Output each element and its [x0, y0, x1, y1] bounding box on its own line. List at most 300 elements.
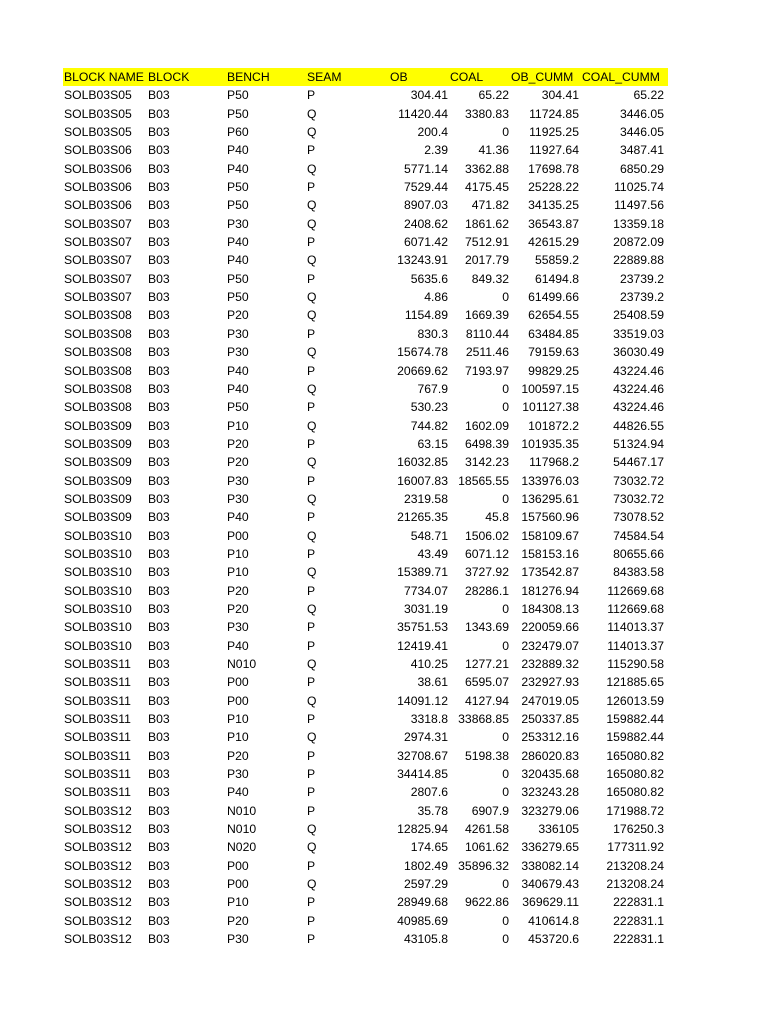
cell-ob-cumm[interactable]: 323279.06 — [521, 803, 579, 818]
cell-block-name[interactable]: SOLB03S09 — [64, 418, 132, 433]
cell-block-name[interactable]: SOLB03S09 — [64, 491, 132, 506]
cell-seam[interactable]: Q — [307, 125, 317, 140]
cell-ob-cumm[interactable]: 157560.96 — [521, 510, 579, 525]
cell-coal-cumm[interactable]: 51324.94 — [613, 436, 664, 451]
cell-coal[interactable]: 4261.58 — [464, 822, 509, 837]
cell-ob[interactable]: 20669.62 — [397, 363, 448, 378]
cell-coal-cumm[interactable]: 73032.72 — [613, 491, 664, 506]
cell-ob[interactable]: 2597.29 — [403, 877, 448, 892]
cell-seam[interactable]: Q — [307, 693, 317, 708]
cell-block[interactable]: B03 — [148, 326, 170, 341]
cell-bench[interactable]: P30 — [227, 620, 249, 635]
cell-bench[interactable]: P10 — [227, 895, 249, 910]
cell-ob[interactable]: 1154.89 — [404, 308, 448, 323]
cell-block-name[interactable]: SOLB03S12 — [64, 858, 132, 873]
cell-coal-cumm[interactable]: 13359.18 — [613, 216, 664, 231]
cell-seam[interactable]: Q — [307, 730, 317, 745]
cell-block[interactable]: B03 — [148, 565, 170, 580]
cell-coal[interactable]: 1861.62 — [464, 216, 509, 231]
cell-coal-cumm[interactable]: 36030.49 — [613, 345, 664, 360]
cell-coal[interactable]: 4127.94 — [464, 693, 509, 708]
cell-coal[interactable]: 1277.21 — [464, 657, 509, 671]
cell-ob[interactable]: 767.9 — [417, 381, 448, 396]
cell-bench[interactable]: P30 — [227, 473, 249, 488]
cell-block-name[interactable]: SOLB03S11 — [64, 767, 131, 782]
cell-block[interactable]: B03 — [148, 235, 170, 250]
cell-block-name[interactable]: SOLB03S11 — [64, 693, 131, 708]
cell-coal-cumm[interactable]: 126013.59 — [606, 693, 664, 708]
cell-ob[interactable]: 2974.31 — [403, 730, 448, 745]
cell-bench[interactable]: P50 — [227, 290, 249, 305]
cell-block-name[interactable]: SOLB03S12 — [64, 932, 132, 947]
cell-block-name[interactable]: SOLB03S07 — [64, 235, 132, 250]
cell-ob[interactable]: 530.23 — [410, 400, 448, 415]
cell-coal[interactable]: 7512.91 — [464, 235, 509, 250]
cell-coal-cumm[interactable]: 176250.3 — [613, 822, 664, 837]
header-cell-seam[interactable]: SEAM — [307, 70, 342, 84]
cell-ob-cumm[interactable]: 11927.64 — [529, 143, 579, 158]
cell-ob[interactable]: 744.82 — [410, 418, 448, 433]
cell-ob-cumm[interactable]: 369629.11 — [522, 895, 579, 910]
cell-ob-cumm[interactable]: 101935.35 — [521, 436, 579, 451]
cell-ob-cumm[interactable]: 11724.85 — [529, 106, 579, 121]
cell-seam[interactable]: P — [307, 803, 316, 818]
cell-coal[interactable]: 1669.39 — [464, 308, 509, 323]
cell-ob-cumm[interactable]: 158109.67 — [521, 528, 579, 543]
cell-coal[interactable]: 33868.85 — [458, 712, 509, 727]
cell-ob-cumm[interactable]: 79159.63 — [528, 345, 579, 360]
cell-bench[interactable]: P00 — [227, 858, 249, 873]
cell-seam[interactable]: Q — [307, 565, 317, 580]
cell-coal-cumm[interactable]: 112669.68 — [607, 583, 664, 598]
cell-seam[interactable]: P — [307, 638, 316, 653]
cell-seam[interactable]: P — [307, 932, 316, 947]
cell-bench[interactable]: P10 — [227, 565, 249, 580]
cell-coal[interactable]: 5198.38 — [464, 748, 509, 763]
cell-block-name[interactable]: SOLB03S10 — [64, 565, 132, 580]
cell-coal-cumm[interactable]: 114013.37 — [607, 620, 664, 635]
cell-coal[interactable]: 0 — [502, 381, 509, 396]
cell-ob[interactable]: 2408.62 — [403, 216, 448, 231]
cell-coal[interactable]: 65.22 — [478, 88, 509, 103]
cell-ob-cumm[interactable]: 338082.14 — [521, 858, 579, 873]
cell-ob-cumm[interactable]: 410614.8 — [528, 913, 579, 928]
cell-bench[interactable]: P30 — [227, 767, 249, 782]
cell-coal-cumm[interactable]: 159882.44 — [606, 730, 664, 745]
cell-block-name[interactable]: SOLB03S07 — [64, 271, 132, 286]
cell-ob-cumm[interactable]: 184308.13 — [521, 601, 579, 616]
cell-block[interactable]: B03 — [148, 693, 170, 708]
cell-coal[interactable]: 45.8 — [485, 510, 509, 525]
cell-bench[interactable]: P00 — [227, 693, 249, 708]
cell-coal-cumm[interactable]: 33519.03 — [613, 326, 664, 341]
cell-bench[interactable]: P40 — [227, 235, 249, 250]
cell-coal[interactable]: 0 — [502, 125, 509, 140]
cell-block[interactable]: B03 — [148, 638, 170, 653]
cell-seam[interactable]: P — [307, 180, 316, 195]
cell-seam[interactable]: P — [307, 675, 316, 690]
cell-coal[interactable]: 849.32 — [471, 271, 509, 286]
cell-seam[interactable]: Q — [307, 216, 317, 231]
header-cell-coal-cumm[interactable]: COAL_CUMM — [582, 70, 660, 84]
cell-block-name[interactable]: SOLB03S08 — [64, 326, 132, 341]
cell-seam[interactable]: P — [307, 400, 316, 415]
cell-ob-cumm[interactable]: 63484.85 — [528, 326, 579, 341]
cell-ob-cumm[interactable]: 101872.2 — [528, 418, 579, 433]
cell-block-name[interactable]: SOLB03S08 — [64, 363, 132, 378]
cell-ob-cumm[interactable]: 320435.68 — [521, 767, 579, 782]
cell-bench[interactable]: P40 — [227, 253, 249, 268]
cell-bench[interactable]: P50 — [227, 180, 249, 195]
cell-ob-cumm[interactable]: 62654.55 — [528, 308, 579, 323]
cell-block-name[interactable]: SOLB03S05 — [64, 88, 132, 103]
cell-ob[interactable]: 5635.6 — [410, 271, 448, 286]
cell-coal-cumm[interactable]: 65.22 — [633, 88, 664, 103]
cell-coal-cumm[interactable]: 159882.44 — [606, 712, 664, 727]
cell-bench[interactable]: P40 — [227, 785, 249, 800]
cell-block-name[interactable]: SOLB03S05 — [64, 106, 132, 121]
cell-coal-cumm[interactable]: 213208.24 — [606, 877, 664, 892]
cell-coal[interactable]: 8110.44 — [465, 326, 509, 341]
cell-ob-cumm[interactable]: 25228.22 — [528, 180, 579, 195]
cell-seam[interactable]: P — [307, 858, 316, 873]
cell-coal-cumm[interactable]: 112669.68 — [607, 601, 664, 616]
cell-seam[interactable]: Q — [307, 418, 317, 433]
cell-seam[interactable]: Q — [307, 840, 317, 855]
cell-ob-cumm[interactable]: 232479.07 — [521, 638, 579, 653]
cell-seam[interactable]: P — [307, 363, 316, 378]
cell-ob[interactable]: 2.39 — [424, 143, 448, 158]
cell-block-name[interactable]: SOLB03S12 — [64, 913, 132, 928]
cell-block-name[interactable]: SOLB03S10 — [64, 620, 132, 635]
cell-block[interactable]: B03 — [148, 436, 170, 451]
cell-ob[interactable]: 34414.85 — [397, 767, 448, 782]
cell-coal[interactable]: 41.36 — [478, 143, 509, 158]
cell-coal[interactable]: 28286.1 — [464, 583, 509, 598]
cell-block-name[interactable]: SOLB03S11 — [64, 712, 131, 727]
cell-coal[interactable]: 0 — [502, 730, 509, 745]
cell-block[interactable]: B03 — [148, 308, 170, 323]
cell-block[interactable]: B03 — [148, 455, 170, 470]
cell-ob[interactable]: 16007.83 — [397, 473, 448, 488]
cell-ob-cumm[interactable]: 158153.16 — [521, 546, 579, 561]
cell-block-name[interactable]: SOLB03S07 — [64, 253, 132, 268]
cell-block-name[interactable]: SOLB03S07 — [64, 290, 132, 305]
cell-seam[interactable]: Q — [307, 161, 317, 176]
cell-coal-cumm[interactable]: 11025.74 — [614, 180, 664, 195]
cell-seam[interactable]: Q — [307, 253, 317, 268]
cell-bench[interactable]: P50 — [227, 271, 249, 286]
cell-coal[interactable]: 6071.12 — [464, 546, 509, 561]
cell-seam[interactable]: P — [307, 895, 316, 910]
cell-block-name[interactable]: SOLB03S12 — [64, 803, 132, 818]
cell-block[interactable]: B03 — [148, 180, 170, 195]
cell-block[interactable]: B03 — [148, 840, 170, 855]
cell-seam[interactable]: Q — [307, 877, 317, 892]
cell-bench[interactable]: P20 — [227, 308, 249, 323]
cell-ob[interactable]: 4.86 — [424, 290, 448, 305]
cell-coal[interactable]: 3362.88 — [464, 161, 509, 176]
cell-block[interactable]: B03 — [148, 143, 170, 158]
cell-coal[interactable]: 3380.83 — [464, 106, 509, 121]
cell-block-name[interactable]: SOLB03S06 — [64, 198, 132, 213]
cell-block-name[interactable]: SOLB03S11 — [64, 657, 131, 671]
cell-seam[interactable]: Q — [307, 491, 317, 506]
cell-coal-cumm[interactable]: 43224.46 — [613, 363, 664, 378]
cell-ob[interactable]: 38.61 — [417, 675, 448, 690]
cell-coal-cumm[interactable]: 222831.1 — [613, 895, 664, 910]
cell-block[interactable]: B03 — [148, 198, 170, 213]
cell-coal[interactable]: 3142.23 — [464, 455, 509, 470]
cell-coal-cumm[interactable]: 165080.82 — [606, 748, 664, 763]
cell-ob[interactable]: 410.25 — [410, 657, 448, 671]
cell-coal[interactable]: 9622.86 — [464, 895, 509, 910]
cell-ob[interactable]: 16032.85 — [397, 455, 448, 470]
cell-seam[interactable]: P — [307, 88, 316, 103]
cell-block[interactable]: B03 — [148, 161, 170, 176]
cell-seam[interactable]: P — [307, 767, 316, 782]
cell-block-name[interactable]: SOLB03S08 — [64, 345, 132, 360]
cell-bench[interactable]: P20 — [227, 583, 249, 598]
cell-block[interactable]: B03 — [148, 803, 170, 818]
cell-block[interactable]: B03 — [148, 216, 170, 231]
cell-block-name[interactable]: SOLB03S08 — [64, 308, 132, 323]
cell-bench[interactable]: P10 — [227, 730, 249, 745]
cell-bench[interactable]: N020 — [227, 840, 257, 855]
cell-bench[interactable]: P50 — [227, 400, 249, 415]
cell-seam[interactable]: Q — [307, 345, 317, 360]
cell-coal[interactable]: 0 — [502, 290, 509, 305]
cell-bench[interactable]: P40 — [227, 638, 249, 653]
cell-ob-cumm[interactable]: 55859.2 — [534, 253, 579, 268]
cell-coal-cumm[interactable]: 3446.05 — [619, 125, 664, 140]
cell-block-name[interactable]: SOLB03S10 — [64, 546, 132, 561]
cell-ob-cumm[interactable]: 220059.66 — [521, 620, 579, 635]
cell-bench[interactable]: P50 — [227, 198, 249, 213]
cell-ob-cumm[interactable]: 232889.32 — [521, 657, 579, 671]
cell-block[interactable]: B03 — [148, 510, 170, 525]
cell-ob-cumm[interactable]: 100597.15 — [521, 381, 579, 396]
cell-block[interactable]: B03 — [148, 106, 170, 121]
cell-ob-cumm[interactable]: 36543.87 — [528, 216, 579, 231]
cell-bench[interactable]: P10 — [227, 712, 249, 727]
cell-block-name[interactable]: SOLB03S12 — [64, 840, 132, 855]
cell-block[interactable]: B03 — [148, 491, 170, 506]
cell-block[interactable]: B03 — [148, 546, 170, 561]
cell-block[interactable]: B03 — [148, 583, 170, 598]
cell-ob[interactable]: 35.78 — [417, 803, 448, 818]
cell-coal-cumm[interactable]: 74584.54 — [613, 528, 664, 543]
cell-ob-cumm[interactable]: 304.41 — [541, 88, 579, 103]
cell-coal[interactable]: 6498.39 — [464, 436, 509, 451]
cell-bench[interactable]: P30 — [227, 932, 249, 947]
cell-block-name[interactable]: SOLB03S12 — [64, 895, 132, 910]
cell-block-name[interactable]: SOLB03S10 — [64, 583, 132, 598]
cell-coal[interactable]: 0 — [502, 932, 509, 947]
cell-coal[interactable]: 0 — [502, 877, 509, 892]
cell-coal-cumm[interactable]: 43224.46 — [613, 400, 664, 415]
cell-ob-cumm[interactable]: 453720.6 — [528, 932, 579, 947]
cell-coal-cumm[interactable]: 177311.92 — [607, 840, 664, 855]
cell-seam[interactable]: P — [307, 473, 316, 488]
cell-bench[interactable]: P50 — [227, 88, 249, 103]
cell-seam[interactable]: Q — [307, 657, 317, 671]
cell-seam[interactable]: P — [307, 583, 316, 598]
cell-ob-cumm[interactable]: 340679.43 — [521, 877, 579, 892]
cell-block[interactable]: B03 — [148, 822, 170, 837]
cell-block-name[interactable]: SOLB03S10 — [64, 601, 132, 616]
cell-ob[interactable]: 2319.58 — [403, 491, 448, 506]
cell-coal-cumm[interactable]: 23739.2 — [619, 271, 664, 286]
cell-seam[interactable]: Q — [307, 290, 317, 305]
cell-block[interactable]: B03 — [148, 381, 170, 396]
cell-block-name[interactable]: SOLB03S06 — [64, 180, 132, 195]
cell-block[interactable]: B03 — [148, 253, 170, 268]
cell-coal[interactable]: 1343.69 — [464, 620, 509, 635]
cell-coal[interactable]: 0 — [502, 491, 509, 506]
cell-ob[interactable]: 174.65 — [410, 840, 448, 855]
cell-seam[interactable]: Q — [307, 308, 317, 323]
cell-seam[interactable]: P — [307, 235, 316, 250]
header-cell-coal[interactable]: COAL — [450, 70, 484, 84]
cell-bench[interactable]: N010 — [227, 822, 257, 837]
cell-coal-cumm[interactable]: 171988.72 — [606, 803, 664, 818]
cell-block[interactable]: B03 — [148, 913, 170, 928]
cell-seam[interactable]: P — [307, 785, 316, 800]
cell-ob[interactable]: 14091.12 — [397, 693, 448, 708]
cell-coal[interactable]: 2511.46 — [465, 345, 509, 360]
cell-ob-cumm[interactable]: 11925.25 — [529, 125, 579, 140]
cell-block-name[interactable]: SOLB03S10 — [64, 638, 132, 653]
cell-block[interactable]: B03 — [148, 748, 170, 763]
cell-coal-cumm[interactable]: 84383.58 — [613, 565, 664, 580]
cell-ob[interactable]: 12825.94 — [397, 822, 448, 837]
cell-coal[interactable]: 0 — [502, 785, 509, 800]
cell-coal-cumm[interactable]: 165080.82 — [606, 785, 664, 800]
cell-bench[interactable]: N010 — [227, 803, 257, 818]
cell-ob-cumm[interactable]: 17698.78 — [528, 161, 579, 176]
cell-ob[interactable]: 304.41 — [410, 88, 448, 103]
cell-bench[interactable]: P40 — [227, 363, 249, 378]
cell-coal-cumm[interactable]: 213208.24 — [606, 858, 664, 873]
cell-coal-cumm[interactable]: 20872.09 — [613, 235, 664, 250]
cell-block[interactable]: B03 — [148, 767, 170, 782]
cell-ob[interactable]: 7529.44 — [403, 180, 448, 195]
cell-ob[interactable]: 15674.78 — [397, 345, 448, 360]
header-cell-ob[interactable]: OB — [390, 70, 408, 84]
cell-block[interactable]: B03 — [148, 125, 170, 140]
cell-bench[interactable]: P20 — [227, 436, 249, 451]
cell-block[interactable]: B03 — [148, 473, 170, 488]
cell-ob-cumm[interactable]: 253312.16 — [521, 730, 579, 745]
cell-bench[interactable]: P40 — [227, 143, 249, 158]
cell-ob[interactable]: 40985.69 — [397, 913, 448, 928]
cell-block-name[interactable]: SOLB03S09 — [64, 436, 132, 451]
cell-coal[interactable]: 7193.97 — [464, 363, 509, 378]
cell-seam[interactable]: Q — [307, 601, 317, 616]
cell-seam[interactable]: Q — [307, 381, 317, 396]
cell-block-name[interactable]: SOLB03S11 — [64, 730, 131, 745]
cell-seam[interactable]: P — [307, 510, 316, 525]
cell-coal[interactable]: 1506.02 — [464, 528, 509, 543]
cell-block[interactable]: B03 — [148, 418, 170, 433]
cell-coal[interactable]: 35896.32 — [458, 858, 509, 873]
cell-ob[interactable]: 830.3 — [417, 326, 448, 341]
cell-block-name[interactable]: SOLB03S06 — [64, 143, 132, 158]
cell-seam[interactable]: P — [307, 620, 316, 635]
cell-seam[interactable]: P — [307, 271, 316, 286]
cell-seam[interactable]: P — [307, 913, 316, 928]
cell-coal-cumm[interactable]: 73078.52 — [613, 510, 664, 525]
cell-ob[interactable]: 15389.71 — [397, 565, 448, 580]
cell-coal-cumm[interactable]: 23739.2 — [619, 290, 664, 305]
cell-ob-cumm[interactable]: 250337.85 — [521, 712, 579, 727]
cell-block[interactable]: B03 — [148, 620, 170, 635]
cell-block[interactable]: B03 — [148, 675, 170, 690]
cell-block[interactable]: B03 — [148, 877, 170, 892]
cell-seam[interactable]: Q — [307, 528, 317, 543]
cell-ob[interactable]: 3031.19 — [403, 601, 448, 616]
cell-bench[interactable]: P20 — [227, 748, 249, 763]
cell-bench[interactable]: P00 — [227, 528, 249, 543]
cell-block[interactable]: B03 — [148, 88, 170, 103]
cell-ob-cumm[interactable]: 42615.29 — [528, 235, 579, 250]
cell-ob[interactable]: 28949.68 — [397, 895, 448, 910]
cell-coal[interactable]: 6907.9 — [471, 803, 509, 818]
cell-ob[interactable]: 21265.35 — [397, 510, 448, 525]
cell-block[interactable]: B03 — [148, 271, 170, 286]
cell-bench[interactable]: P30 — [227, 326, 249, 341]
cell-block-name[interactable]: SOLB03S09 — [64, 473, 132, 488]
cell-block[interactable]: B03 — [148, 895, 170, 910]
cell-bench[interactable]: P20 — [227, 601, 249, 616]
cell-seam[interactable]: P — [307, 326, 316, 341]
cell-block-name[interactable]: SOLB03S09 — [64, 455, 132, 470]
cell-coal-cumm[interactable]: 43224.46 — [613, 381, 664, 396]
cell-seam[interactable]: P — [307, 748, 316, 763]
cell-coal-cumm[interactable]: 6850.29 — [619, 161, 664, 176]
cell-coal[interactable]: 471.82 — [471, 198, 509, 213]
cell-coal[interactable]: 0 — [502, 767, 509, 782]
cell-coal-cumm[interactable]: 54467.17 — [613, 455, 664, 470]
cell-coal-cumm[interactable]: 22889.88 — [613, 253, 664, 268]
cell-block[interactable]: B03 — [148, 601, 170, 616]
header-cell-bench[interactable]: BENCH — [227, 70, 270, 84]
cell-block[interactable]: B03 — [148, 528, 170, 543]
cell-ob-cumm[interactable]: 286020.83 — [521, 748, 579, 763]
cell-coal-cumm[interactable]: 114013.37 — [607, 638, 664, 653]
cell-coal[interactable]: 0 — [502, 601, 509, 616]
cell-bench[interactable]: P20 — [227, 913, 249, 928]
header-cell-block-name[interactable]: BLOCK NAME — [64, 70, 144, 84]
cell-ob-cumm[interactable]: 323243.28 — [521, 785, 579, 800]
cell-coal-cumm[interactable]: 11497.56 — [614, 198, 664, 213]
cell-ob[interactable]: 43105.8 — [403, 932, 448, 947]
cell-coal-cumm[interactable]: 3487.41 — [619, 143, 664, 158]
cell-ob-cumm[interactable]: 232927.93 — [521, 675, 579, 690]
cell-ob[interactable]: 5771.14 — [403, 161, 448, 176]
cell-coal[interactable]: 0 — [502, 913, 509, 928]
cell-bench[interactable]: P30 — [227, 491, 249, 506]
cell-block-name[interactable]: SOLB03S11 — [64, 748, 131, 763]
cell-block[interactable]: B03 — [148, 712, 170, 727]
cell-coal-cumm[interactable]: 3446.05 — [619, 106, 664, 121]
cell-block-name[interactable]: SOLB03S08 — [64, 400, 132, 415]
cell-coal-cumm[interactable]: 165080.82 — [606, 767, 664, 782]
cell-bench[interactable]: P20 — [227, 455, 249, 470]
cell-ob-cumm[interactable]: 336105 — [538, 822, 579, 837]
cell-ob[interactable]: 6071.42 — [403, 235, 448, 250]
